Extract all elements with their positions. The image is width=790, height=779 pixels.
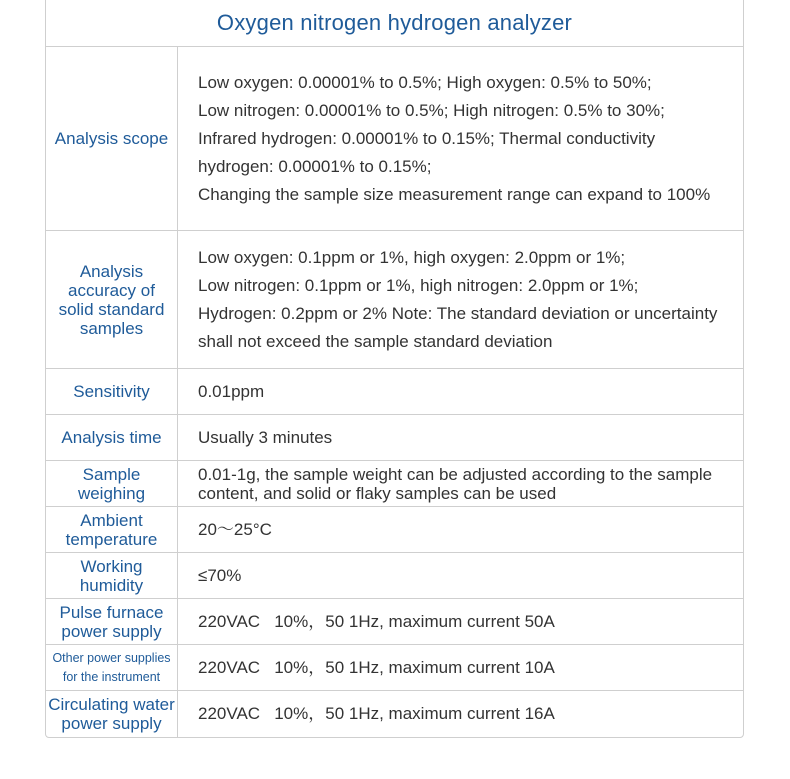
row-value-line: ≤70% xyxy=(198,565,242,585)
row-value xyxy=(178,231,743,368)
row-label-line: solid standard xyxy=(58,299,165,319)
row-value-line: Low oxygen: 0.00001% to 0.5%; High oxygen: 0.5% to 50%; xyxy=(198,72,652,92)
row-value xyxy=(178,461,743,506)
row-label-line: Analysis time xyxy=(61,428,162,447)
table-row-sample-weighing xyxy=(46,461,743,507)
row-value xyxy=(178,47,743,230)
row-label xyxy=(46,369,178,414)
row-label xyxy=(46,507,178,552)
row-label-line: power supply xyxy=(61,621,162,641)
table-row-circulating-water-power xyxy=(46,691,743,737)
row-label-line: accuracy of xyxy=(68,280,155,300)
row-label xyxy=(46,599,178,644)
row-value xyxy=(178,369,743,414)
row-value-line: 220VAC 10%，50 1Hz, maximum current 16A xyxy=(198,704,555,723)
row-label xyxy=(46,415,178,460)
row-label-line: Other power supplies xyxy=(52,650,171,665)
row-value xyxy=(178,645,743,690)
table-row-sensitivity xyxy=(46,369,743,415)
row-value-line: Changing the sample size measurement range can expand to 100% xyxy=(198,184,711,204)
row-value xyxy=(178,691,743,737)
row-label-line: power supply xyxy=(61,714,162,733)
row-label-line: Sample xyxy=(82,464,141,484)
row-label-line: Circulating water xyxy=(48,695,175,714)
table-row-analysis-accuracy xyxy=(46,231,743,369)
row-value-line: Usually 3 minutes xyxy=(198,427,333,447)
row-value xyxy=(178,599,743,644)
table-row-working-humidity xyxy=(46,553,743,599)
row-label-line: temperature xyxy=(65,529,158,549)
table-row-analysis-scope xyxy=(46,47,743,231)
row-value-line: 0.01-1g, the sample weight can be adjusted according to the sample xyxy=(198,464,713,484)
row-label-line: Ambient xyxy=(80,510,143,530)
row-label-line: Pulse furnace xyxy=(59,602,164,622)
row-value xyxy=(178,415,743,460)
row-label-line: for the instrument xyxy=(62,669,161,684)
row-value-line: 0.01ppm xyxy=(198,381,265,401)
row-value-line: 20～25°C xyxy=(198,519,272,539)
row-label xyxy=(46,231,178,368)
row-label-line: Analysis xyxy=(79,261,144,281)
row-label-line: Working xyxy=(80,556,143,576)
row-label-line: samples xyxy=(79,318,144,338)
table-row-other-power-supplies xyxy=(46,645,743,691)
row-label-line: Analysis scope xyxy=(54,129,169,148)
spec-table xyxy=(45,0,744,738)
row-label-line: Sensitivity xyxy=(73,382,150,401)
table-row-ambient-temperature xyxy=(46,507,743,553)
row-label xyxy=(46,461,178,506)
row-value-line: Low nitrogen: 0.00001% to 0.5%; High nitrogen: 0.5% to 30%; xyxy=(198,100,665,120)
table-row-analysis-time xyxy=(46,415,743,461)
row-label-line: weighing xyxy=(77,483,146,503)
row-value-line: Infrared hydrogen: 0.00001% to 0.15%; Thermal conductivity xyxy=(198,128,656,148)
row-label xyxy=(46,47,178,230)
row-value-line: 220VAC 10%，50 1Hz, maximum current 10A xyxy=(198,657,555,677)
row-value-line: content, and solid or flaky samples can be used xyxy=(198,483,557,503)
row-value-line: shall not exceed the sample standard deviation xyxy=(198,331,553,351)
row-value-line: Low oxygen: 0.1ppm or 1%, high oxygen: 2.0ppm or 1%; xyxy=(198,247,626,267)
row-label xyxy=(46,553,178,598)
table-row-pulse-furnace-power xyxy=(46,599,743,645)
row-value-line: Hydrogen: 0.2ppm or 2% Note: The standard deviation or uncertainty xyxy=(198,303,718,323)
row-value xyxy=(178,553,743,598)
row-value-line: Low nitrogen: 0.1ppm or 1%, high nitrogen: 2.0ppm or 1%; xyxy=(198,275,639,295)
row-label-line: humidity xyxy=(79,575,144,595)
row-label xyxy=(46,645,178,690)
row-label xyxy=(46,691,178,737)
row-value xyxy=(178,507,743,552)
row-value-line: 220VAC 10%，50 1Hz, maximum current 50A xyxy=(198,611,555,631)
row-value-line: hydrogen: 0.00001% to 0.15%; xyxy=(198,156,432,176)
table-title: Oxygen nitrogen hydrogen analyzer xyxy=(46,0,743,47)
